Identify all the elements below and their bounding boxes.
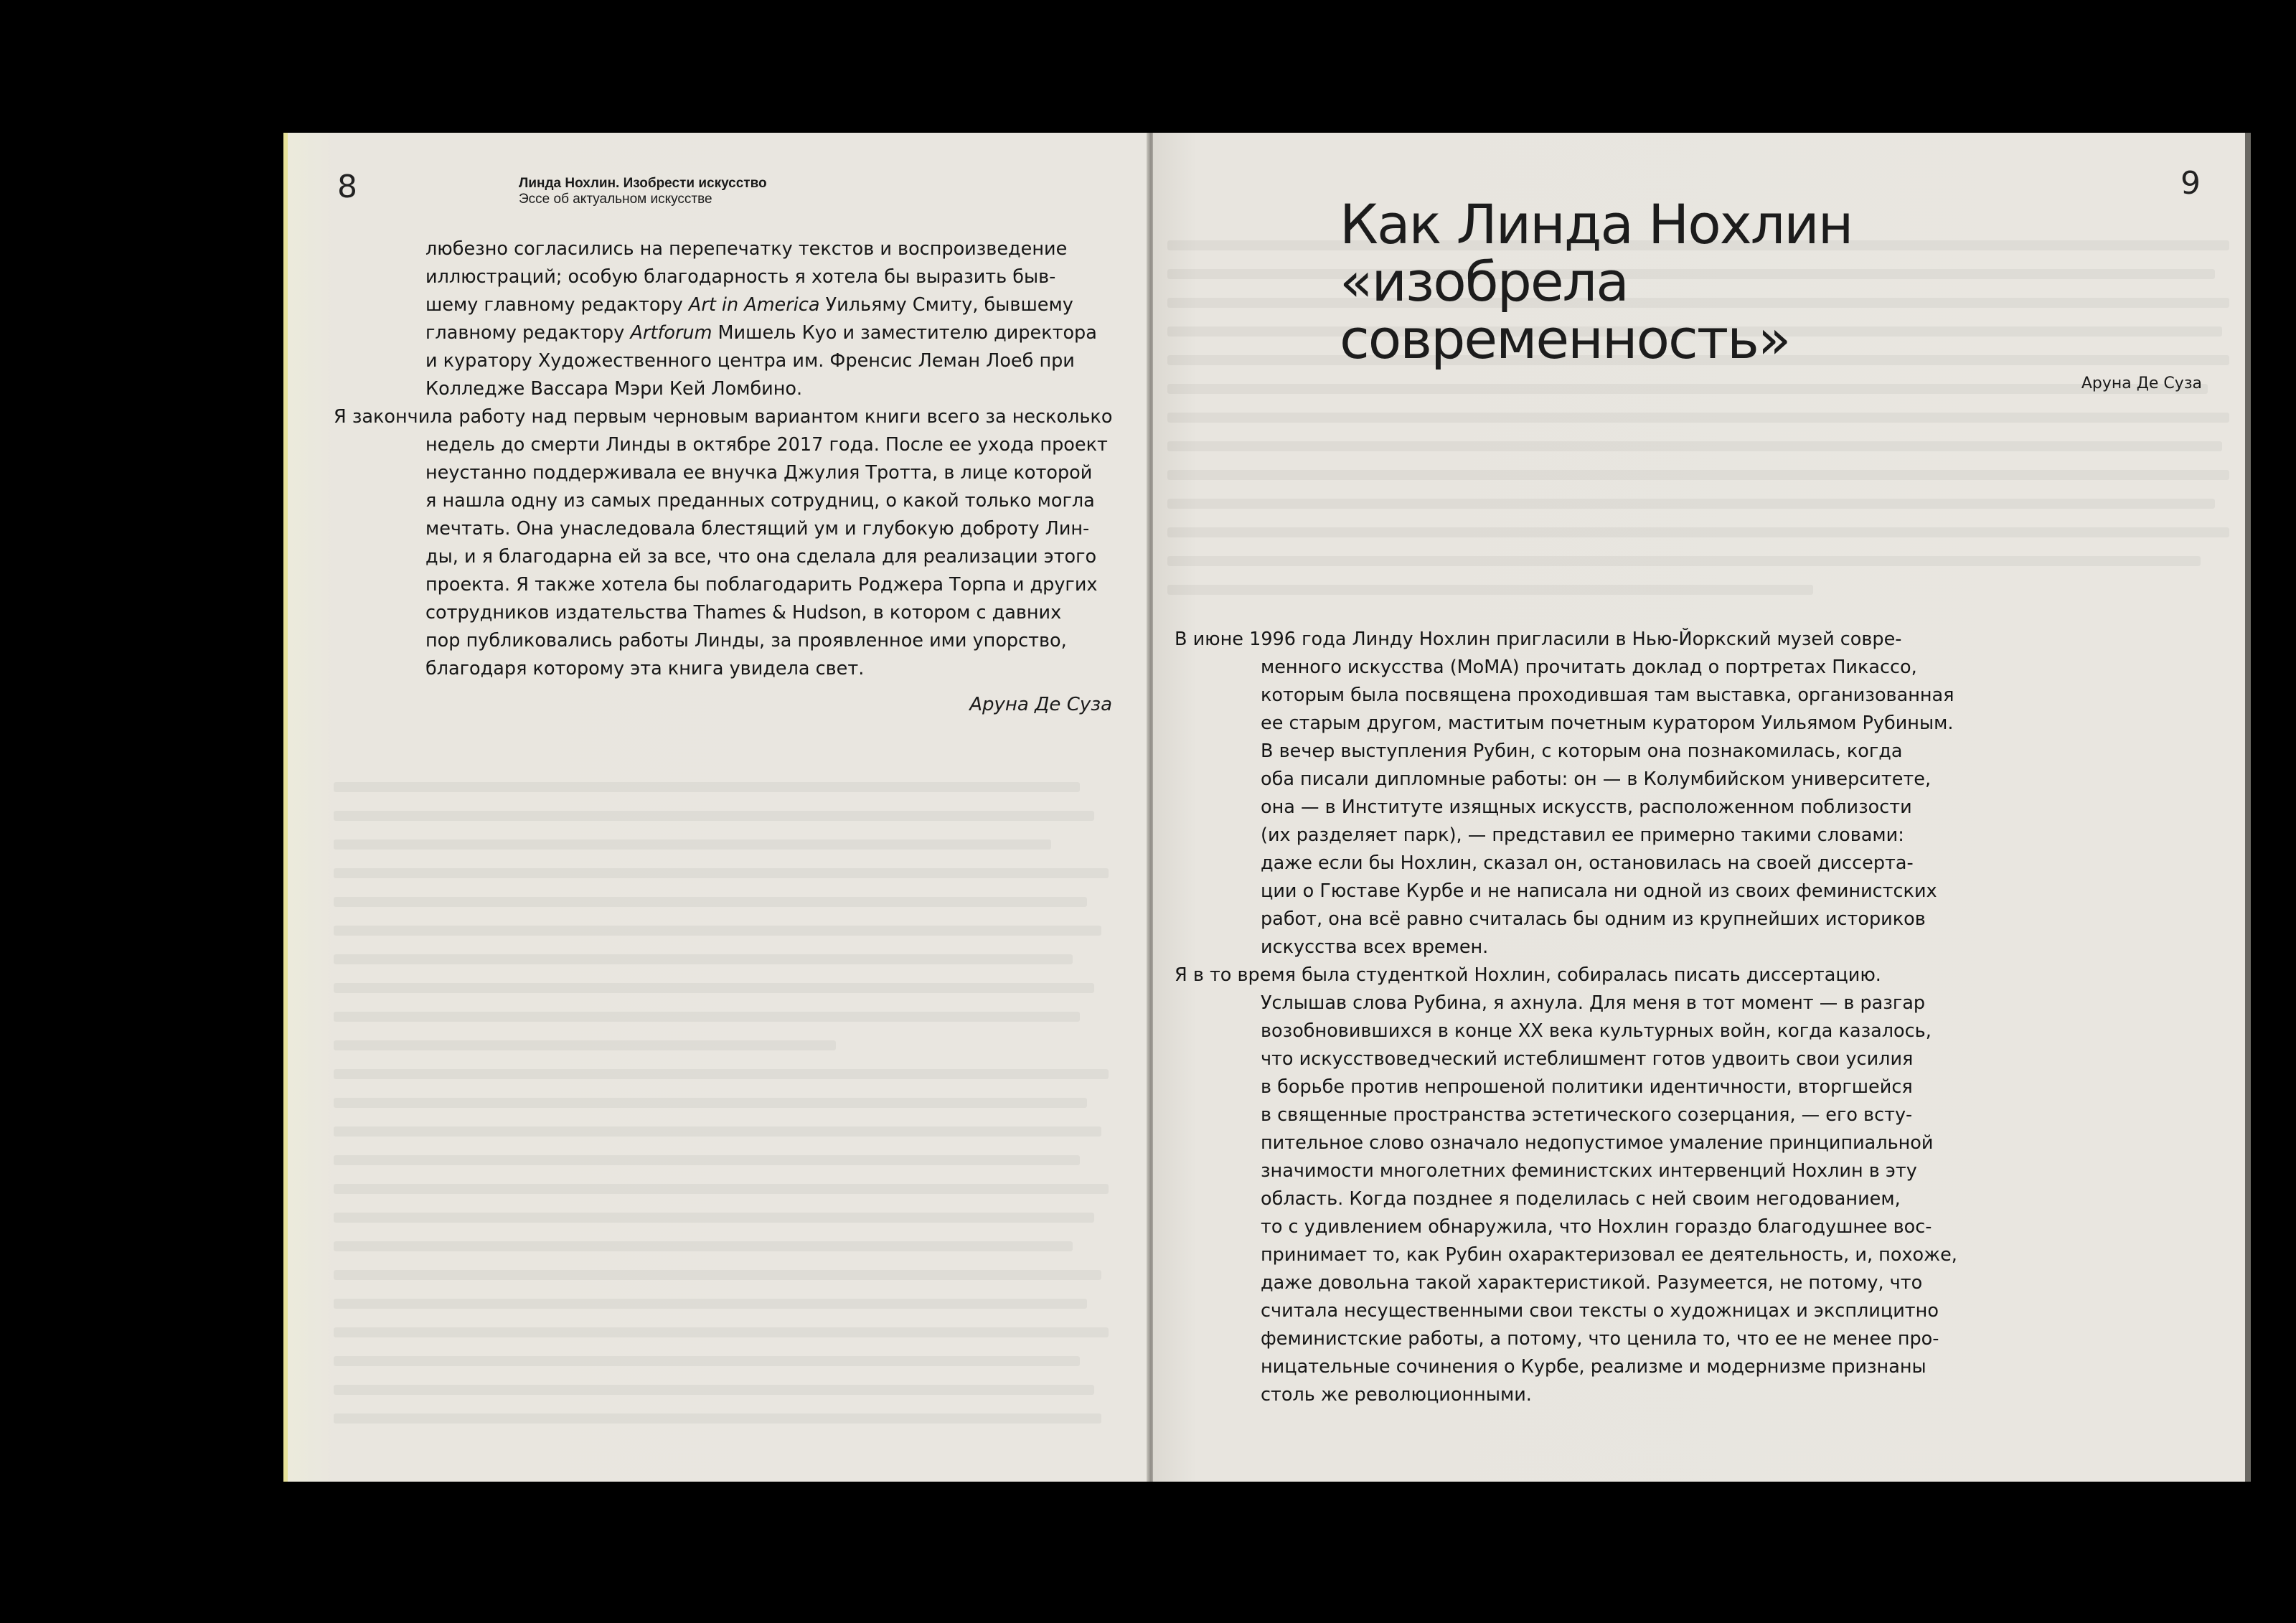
text-line: в борьбе против непрошеной политики идентичности, вторгшейся	[1261, 1076, 1913, 1098]
text-line: принимает то, как Рубин охарактеризовал ее деятельность, и, похоже,	[1261, 1244, 1957, 1266]
text-line: главному редактору Artforum Мишель Куо и заместителю директора	[425, 322, 1097, 344]
book-spread	[283, 133, 2253, 1482]
text-line: которым была посвящена проходившая там выставка, организованная	[1261, 685, 1954, 706]
running-head	[519, 176, 767, 207]
chapter-author: Аруна Де Суза	[2081, 375, 2202, 392]
text-line: и куратору Художественного центра им. Френсис Леман Лоеб при	[425, 350, 1075, 372]
text-line: Я в то время была студенткой Нохлин, собиралась писать диссертацию.	[1175, 964, 1881, 986]
text-line: Я закончила работу над первым черновым вариантом книги всего за несколько	[334, 406, 1113, 428]
chapter-title-line: «изобрела	[1340, 250, 1628, 314]
text-line: даже если бы Нохлин, сказал он, остановилась на своей диссерта-	[1261, 852, 1914, 874]
text-line: работ, она всё равно считалась бы одним из крупнейших историков	[1261, 908, 1926, 930]
text-line: В вечер выступления Рубин, с которым она познакомилась, когда	[1261, 740, 1903, 762]
text-line: она — в Институте изящных искусств, расположенном поблизости	[1261, 796, 1912, 818]
text-line: искусства всех времен.	[1261, 936, 1489, 958]
text-line: пительное слово означало недопустимое умаление принципиальной	[1261, 1132, 1934, 1154]
text-line: менного искусства (MoMA) прочитать доклад о портретах Пикассо,	[1261, 657, 1917, 678]
text-line: проекта. Я также хотела бы поблагодарить Роджера Торпа и других	[425, 574, 1098, 596]
text-line: столь же революционными.	[1261, 1384, 1532, 1406]
text-line: ее старым другом, маститым почетным куратором Уильямом Рубиным.	[1261, 712, 1954, 734]
text-line: даже довольна такой характеристикой. Разумеется, не потому, что	[1261, 1272, 1923, 1294]
running-head-subtitle: Эссе об актуальном искусстве	[519, 192, 712, 207]
right-page	[1153, 133, 2251, 1482]
left-page	[283, 133, 1148, 1482]
chapter-title-line: Как Линда Нохлин	[1340, 192, 1853, 256]
text-line: Услышав слова Рубина, я ахнула. Для меня в тот момент — в разгар	[1261, 992, 1926, 1014]
text-line: область. Когда позднее я поделилась с ней своим негодованием,	[1261, 1188, 1901, 1210]
text-line: что искусствоведческий истеблишмент готов удвоить свои усилия	[1261, 1048, 1914, 1070]
text-line: в священные пространства эстетического созерцания, — его всту-	[1261, 1104, 1913, 1126]
text-line: Колледже Вассара Мэри Кей Ломбино.	[425, 378, 803, 400]
italic-title: Artforum	[630, 322, 712, 344]
text-line: неустанно поддерживала ее внучка Джулия Тротта, в лице которой	[425, 462, 1093, 484]
right-body-text	[1175, 626, 2236, 1409]
page-number: 9	[2180, 165, 2201, 202]
text-line: считала несущественными свои тексты о художницах и эксплицитно	[1261, 1300, 1939, 1322]
text-line: благодаря которому эта книга увидела свет.	[425, 658, 865, 679]
text-line: пор публиковались работы Линды, за проявленное ими упорство,	[425, 630, 1067, 651]
text-line: ции о Гюставе Курбе и не написала ни одной из своих феминистских	[1261, 880, 1937, 902]
text-line: любезно согласились на перепечатку текстов и воспроизведение	[425, 238, 1068, 260]
left-body-text	[334, 235, 1130, 683]
text-line: В июне 1996 года Линду Нохлин пригласили в Нью-Йоркский музей совре-	[1175, 629, 1902, 650]
text-line: ды, и я благодарна ей за все, что она сделала для реализации этого	[425, 546, 1097, 568]
text-line: значимости многолетних феминистских интервенций Нохлин в эту	[1261, 1160, 1917, 1182]
text-line: феминистские работы, а потому, что ценила то, что ее не менее про-	[1261, 1328, 1939, 1350]
text-line: ницательные сочинения о Курбе, реализме и модернизме признаны	[1261, 1356, 1926, 1378]
text-line: сотрудников издательства Thames & Hudson, в котором с давних	[425, 602, 1062, 624]
text-line: я нашла одну из самых преданных сотрудниц, о какой только могла	[425, 490, 1095, 512]
italic-title: Art in America	[688, 294, 820, 316]
chapter-title-line: современность»	[1340, 307, 1790, 371]
text-line: иллюстраций; особую благодарность я хотела бы выразить быв-	[425, 266, 1056, 288]
text-line: шему главному редактору Art in America Уильяму Смиту, бывшему	[425, 294, 1073, 316]
text-line: недель до смерти Линды в октябре 2017 года. После ее ухода проект	[425, 434, 1108, 456]
text-line: возобновившихся в конце XX века культурных войн, когда казалось,	[1261, 1020, 1932, 1042]
page-number: 8	[337, 169, 357, 205]
text-line: оба писали дипломные работы: он — в Колумбийском университете,	[1261, 768, 1932, 790]
signature: Аруна Де Суза	[969, 694, 1112, 715]
text-line: мечтать. Она унаследовала блестящий ум и глубокую доброту Лин-	[425, 518, 1090, 540]
running-head-title: Линда Нохлин. Изобрести искусство	[519, 176, 767, 191]
chapter-title	[1340, 192, 1853, 371]
text-line: (их разделяет парк), — представил ее примерно такими словами:	[1261, 824, 1904, 846]
page-edge	[2245, 133, 2251, 1482]
text-line: то с удивлением обнаружила, что Нохлин гораздо благодушнее вос-	[1261, 1216, 1932, 1238]
page-edge	[283, 133, 288, 1482]
